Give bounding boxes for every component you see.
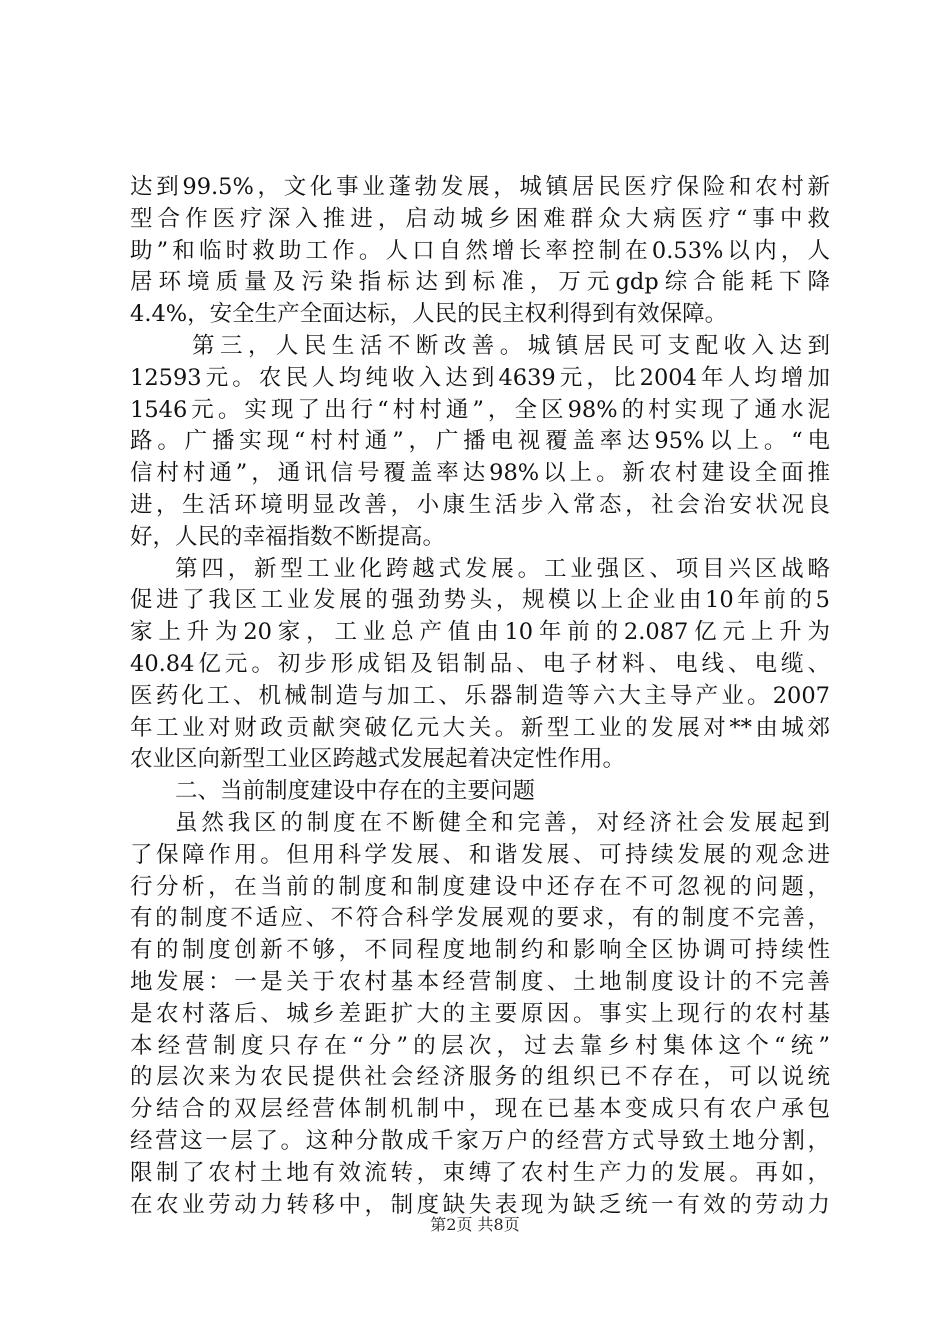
text-line: 经营这一层了。这种分散成千家万户的经营方式导致土地分割，	[130, 1127, 830, 1154]
page-footer: 第2页 共8页	[430, 1215, 520, 1234]
text-line: 行分析，在当前的制度和制度建设中还存在不可忽视的问题，	[130, 873, 830, 900]
text-line: 40.84亿元。初步形成铝及铝制品、电子材料、电线、电缆、	[130, 650, 830, 677]
body-text	[130, 172, 830, 1221]
text-line: 了保障作用。但用科学发展、和谐发展、可持续发展的观念进	[130, 841, 830, 868]
text-line: 本经营制度只存在“分”的层次，过去靠乡村集体这个“统”	[130, 1032, 830, 1059]
text-line: 有的制度不适应、不符合科学发展观的要求，有的制度不完善，	[130, 905, 830, 932]
text-line: 虽然我区的制度在不断健全和完善，对经济社会发展起到	[175, 809, 830, 836]
text-line: 二、当前制度建设中存在的主要问题	[175, 778, 536, 805]
text-line: 型合作医疗深入推进，启动城乡困难群众大病医疗“事中救	[130, 205, 830, 232]
text-line: 家上升为20家，工业总产值由10年前的2.087亿元上升为	[130, 619, 830, 646]
text-line: 路。广播实现“村村通”，广播电视覆盖率达95%以上。“电	[130, 428, 830, 455]
text-line: 地发展：一是关于农村基本经营制度、土地制度设计的不完善	[130, 968, 830, 995]
text-line: 年工业对财政贡献突破亿元大关。新型工业的发展对**由城郊	[130, 714, 830, 741]
text-line: 是农村落后、城乡差距扩大的主要原因。事实上现行的农村基	[130, 1000, 830, 1027]
text-line: 第三，人民生活不断改善。城镇居民可支配收入达到	[192, 332, 830, 359]
text-line: 好，人民的幸福指数不断提高。	[130, 523, 446, 550]
text-line: 的层次来为农民提供社会经济服务的组织已不存在，可以说统	[130, 1064, 830, 1091]
text-line: 医药化工、机械制造与加工、乐器制造等六大主导产业。2007	[130, 682, 830, 709]
text-line: 居环境质量及污染指标达到标准，万元gdp综合能耗下降	[130, 269, 830, 296]
text-line: 达到99.5%，文化事业蓬勃发展，城镇居民医疗保险和农村新	[130, 174, 830, 200]
text-line: 农业区向新型工业区跨越式发展起着决定性作用。	[130, 746, 626, 773]
text-line: 在农业劳动力转移中，制度缺失表现为缺乏统一有效的劳动力	[130, 1191, 830, 1218]
text-line: 进，生活环境明显改善，小康生活步入常态，社会治安状况良	[130, 491, 830, 518]
text-line: 信村村通”，通讯信号覆盖率达98%以上。新农村建设全面推	[130, 460, 830, 487]
text-line: 第四，新型工业化跨越式发展。工业强区、项目兴区战略	[175, 555, 830, 582]
text-line: 限制了农村土地有效流转，束缚了农村生产力的发展。再如，	[130, 1159, 830, 1186]
text-line: 1546元。实现了出行“村村通”，全区98%的村实现了通水泥	[130, 396, 830, 423]
text-line: 促进了我区工业发展的强劲势头，规模以上企业由10年前的5	[130, 587, 830, 614]
text-line: 有的制度创新不够，不同程度地制约和影响全区协调可持续性	[130, 937, 830, 964]
text-line: 4.4%，安全生产全面达标，人民的民主权利得到有效保障。	[130, 301, 728, 328]
text-line: 12593元。农民人均纯收入达到4639元，比2004年人均增加	[130, 364, 830, 391]
text-line: 分结合的双层经营体制机制中，现在已基本变成只有农户承包	[130, 1096, 830, 1123]
text-line: 助”和临时救助工作。人口自然增长率控制在0.53%以内，人	[130, 237, 830, 264]
